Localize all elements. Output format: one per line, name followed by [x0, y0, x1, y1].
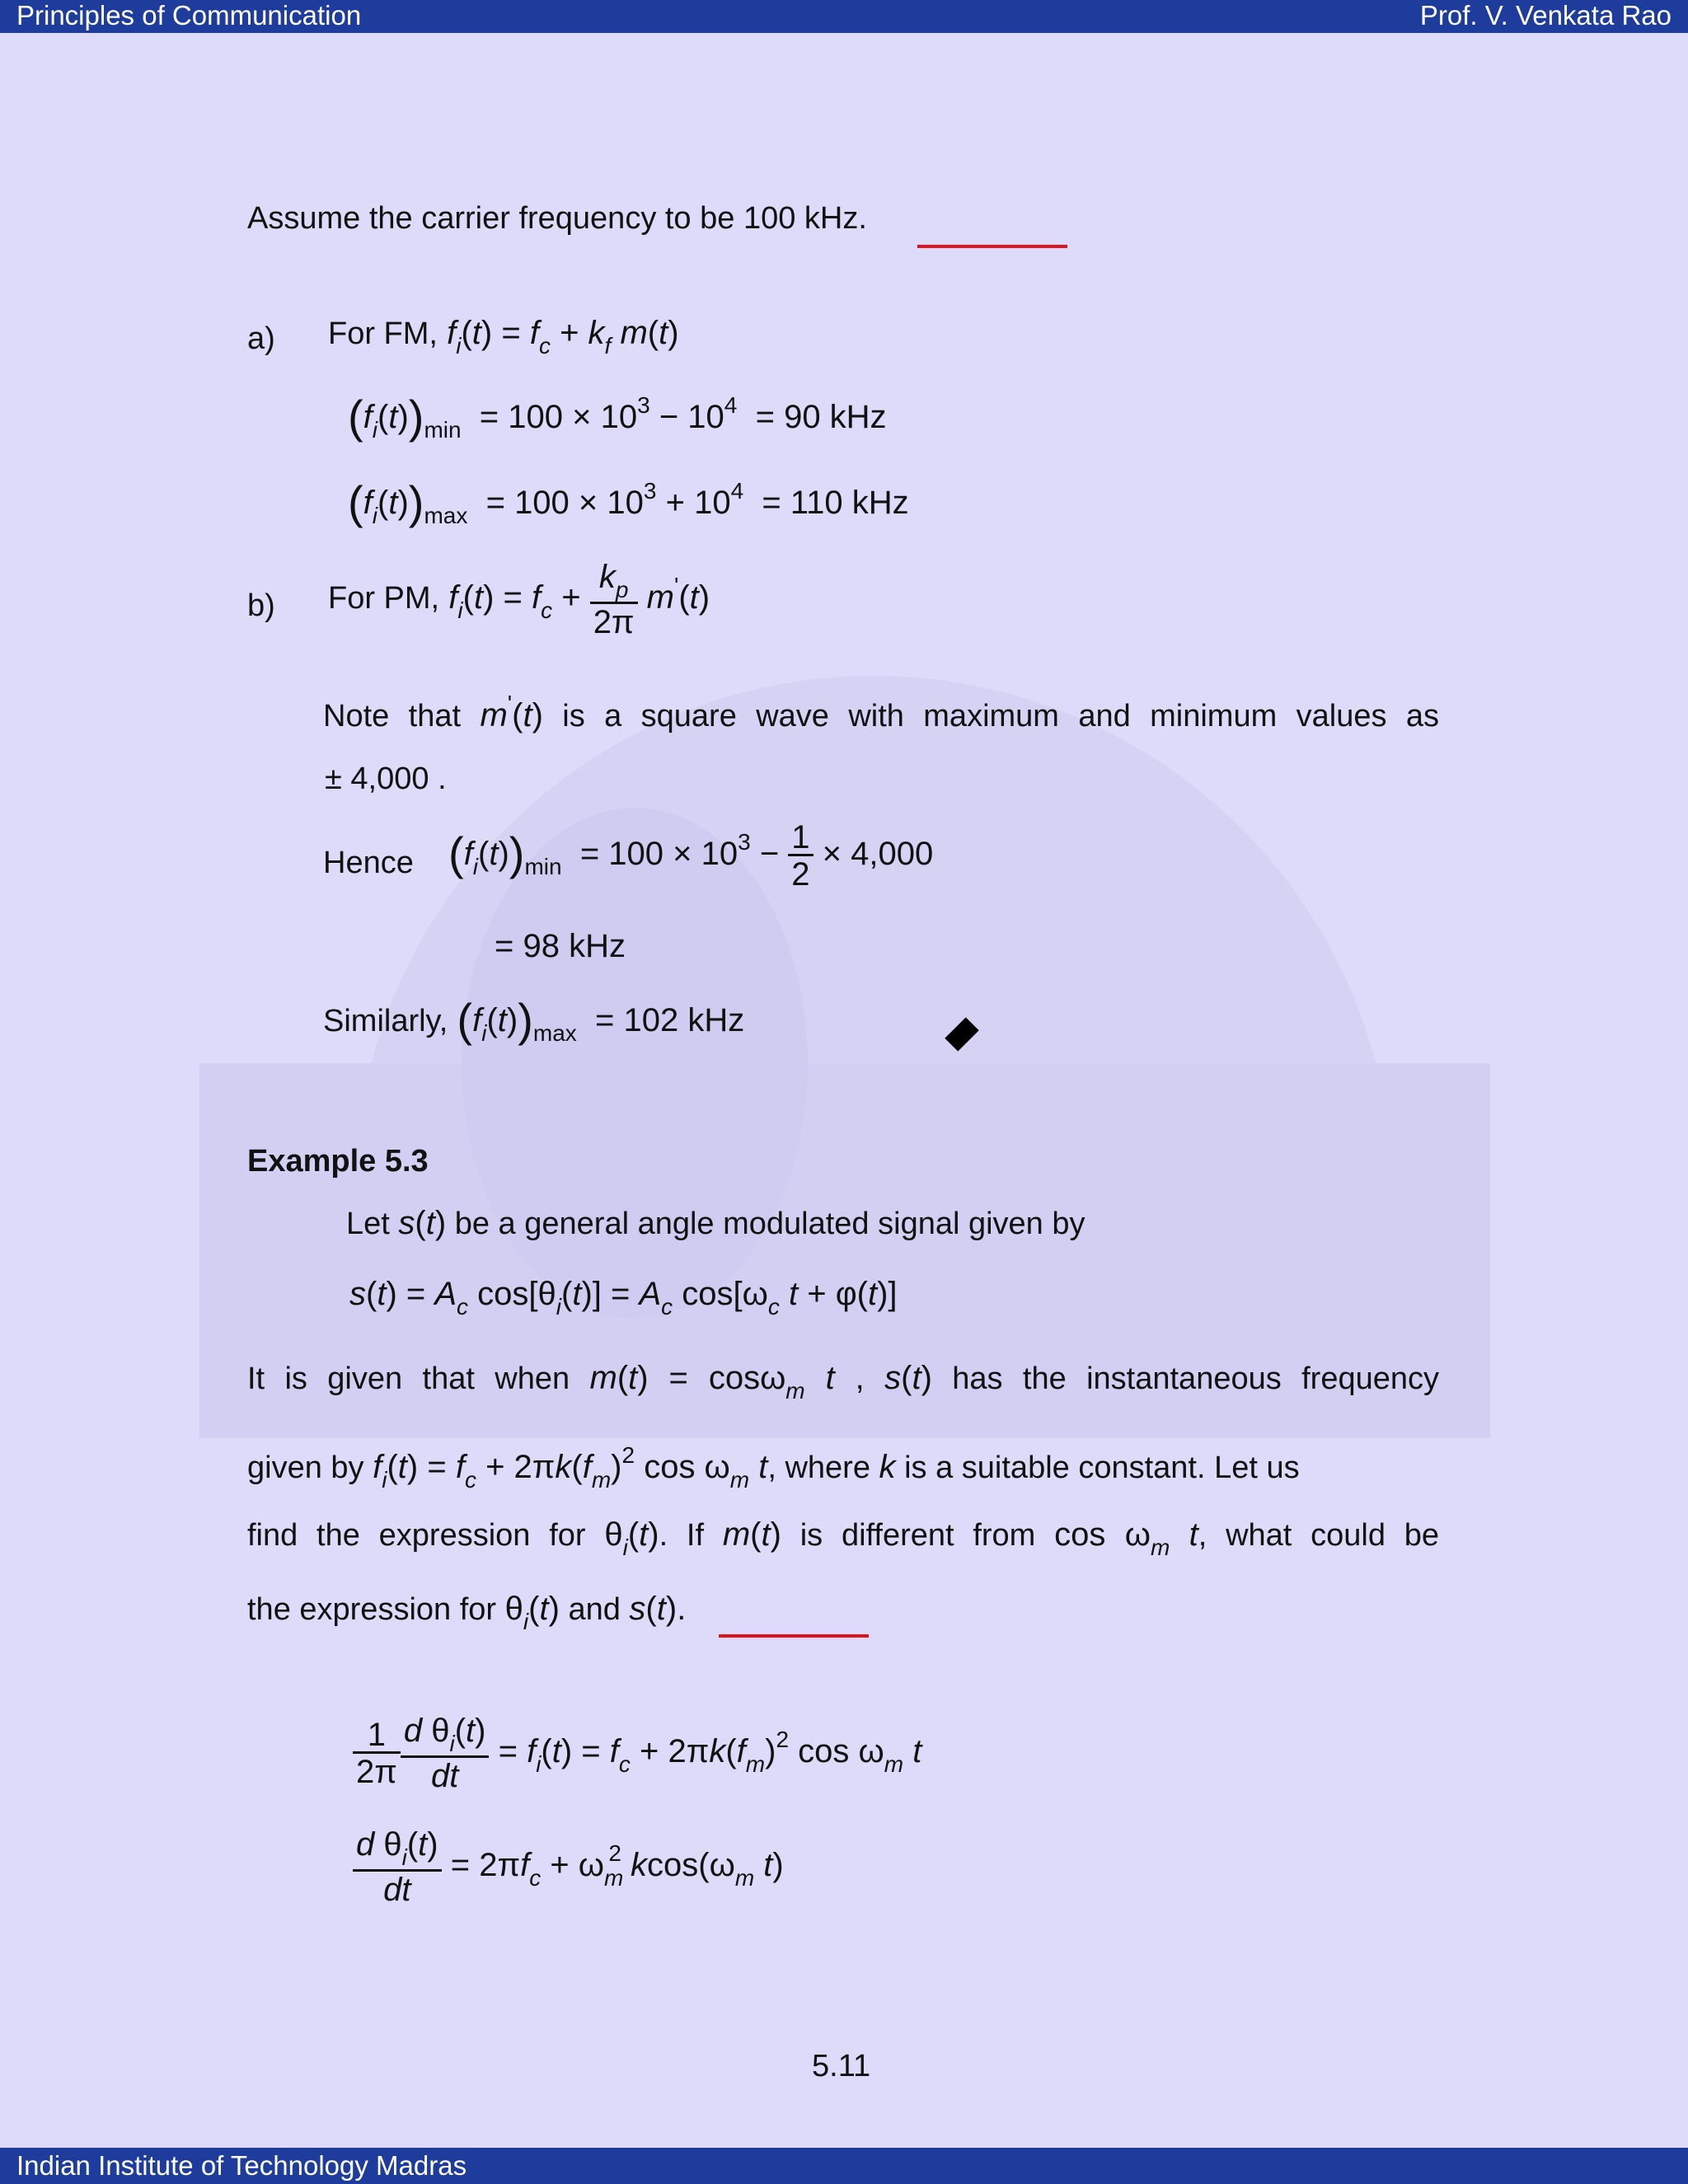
note-line-1: Note that m'(t) is a square wave with maximum and minimum values as: [323, 691, 1439, 733]
solution-equation-1: $\frac{1}{2\pi}$ $\frac{d \theta_i(t)}{dt}$ = $f_i(t) = f_c + 2\pi k(f_m)^2$ $\cos \omega_m$ t: [353, 1714, 921, 1793]
pm-equation: For PM, $f_i(t) = f_c$ + $\frac{k_p}{2\pi}$ m'(t): [328, 559, 710, 640]
pm-min-result: = 98 kHz: [495, 928, 626, 964]
institute-name: Indian Institute of Technology Madras: [16, 2150, 467, 2181]
angle-modulated-signal: $s(t) = A_c$ $\cos[\theta_i(t)] = A_c$ $\cos[\omega_c$ t + φ(t)]: [349, 1276, 898, 1319]
example-para-1: It is given that when m(t) = cosω$_m$ t , s(t) has the instantaneous frequency: [247, 1360, 1439, 1404]
red-underline: [917, 245, 1067, 248]
part-a-label: a): [247, 321, 275, 356]
example-intro: Let s(t) be a general angle modulated signal given by: [346, 1205, 1085, 1241]
pm-max-equation: Similarly, $(f_i(t))_{max} = 102$ kHz: [323, 994, 745, 1046]
page-number: 5.11: [812, 2049, 871, 2083]
example-para-2: given by $f_i(t) = f_c + 2\pi k(f_m)^2$ $\cos \omega_m$ t, where k is a suitable constant. Let us: [247, 1442, 1300, 1493]
part-b-label: b): [247, 588, 275, 623]
author-name: Prof. V. Venkata Rao: [1419, 0, 1672, 30]
note-line-2: ± 4,000 .: [325, 762, 447, 796]
header-bar: [0, 0, 1688, 33]
fm-min-equation: $(f_i(t))_{min} = 100 \times 10^3 - 10^4 = 90$ kHz: [348, 391, 887, 443]
fm-max-equation: $(f_i(t))_{max} = 100 \times 10^3 + 10^4 = 110$ kHz: [348, 476, 909, 528]
fm-equation: For FM, $f_i(t) = f_c + k_f$ m(t): [328, 315, 679, 359]
example-para-3: find the expression for $\theta_i(t)$. If m(t) is different from $\cos \omega_m$ t, what could be: [247, 1516, 1439, 1560]
intro-text: Assume the carrier frequency to be 100 kHz.: [247, 201, 867, 236]
red-underline: [719, 1634, 869, 1638]
course-title: Principles of Communication: [16, 0, 362, 30]
solution-equation-2: $\frac{d \theta_i(t)}{dt}$ = $2\pi f_c + \omega_m^2$ $kcos(\omega_m$ t): [353, 1828, 784, 1906]
hence-label: Hence: [323, 846, 414, 880]
footer-bar: [0, 2148, 1688, 2184]
pm-min-equation: $(f_i(t))_{min} = 100 \times 10^3$ − $\frac{1}{2}$ × 4,000: [448, 819, 934, 893]
example-para-4: the expression for $\theta_i(t)$ and s(t).: [247, 1591, 687, 1634]
example-title: Example 5.3: [247, 1144, 429, 1179]
